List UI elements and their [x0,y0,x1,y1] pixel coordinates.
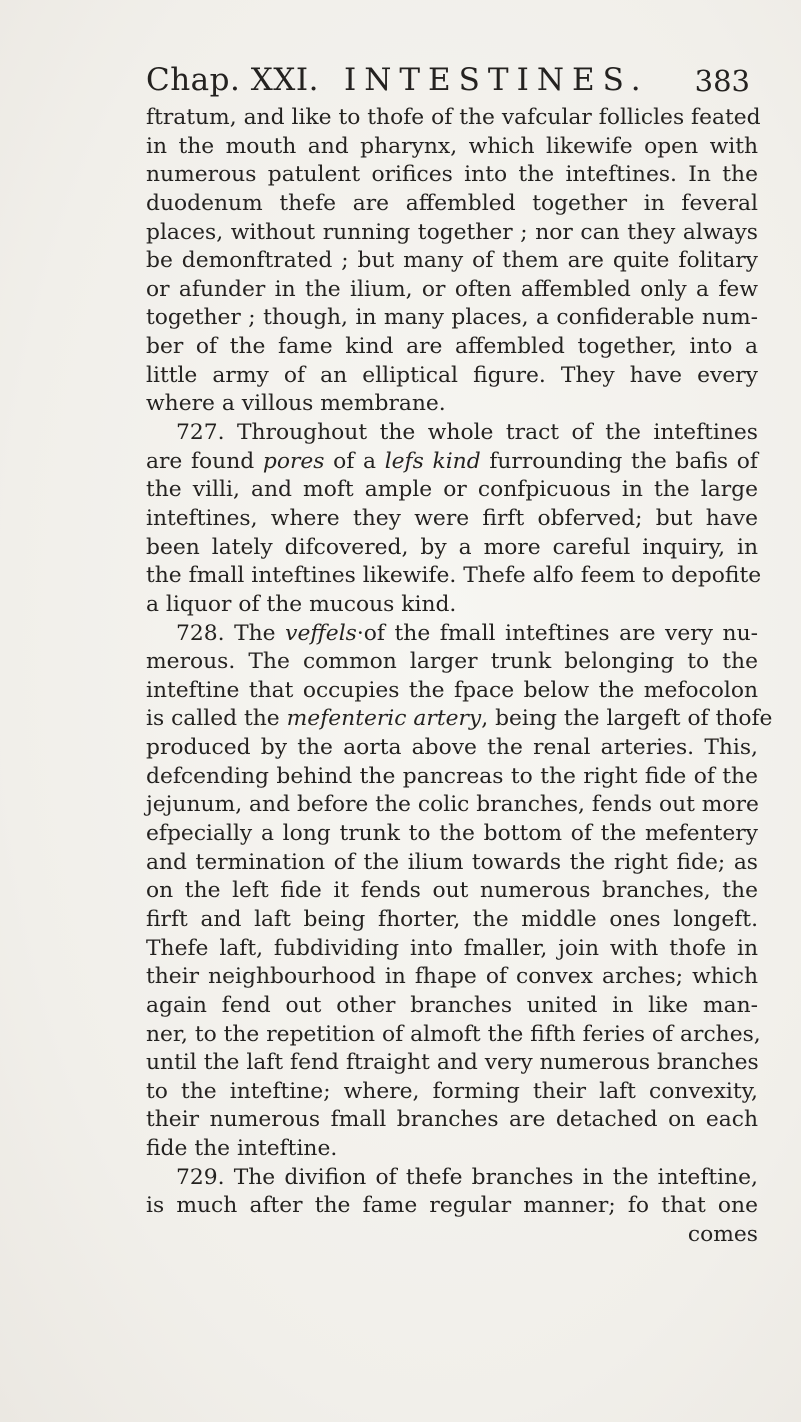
text-line [146,562,762,591]
text-line [146,1192,758,1221]
text-segment: 729. The divifion of thefe branches in the inteftine, [176,1164,758,1190]
text-segment: Thefe laft, fubdividing into fmaller, join with thofe in [146,935,758,961]
text-line [146,448,758,477]
text-line [146,935,758,964]
text-segment: of a [324,448,385,474]
text-segment: ·of the fmall inteftines are very nu- [356,620,758,646]
text-segment: 727. Throughout the whole tract of the inteftines [176,420,758,446]
text-segment: fide the inteftine. [146,1136,338,1162]
text-line [146,304,758,333]
text-segment: until the laft fend ftraight and very numerous branches [146,1050,759,1076]
text-segment: furrounding the bafis of [480,448,758,474]
text-segment: a liquor of the mucous kind. [146,591,457,617]
running-header [146,62,754,106]
text-segment: the fmall inteftines likewife. Thefe alfo feem to depofite [146,563,762,589]
text-segment: ner, to the repetition of almoft the fifth feries of arches, [146,1021,761,1047]
text-line [146,1106,758,1135]
text-segment: their neighbourhood in fhape of convex arches; which [146,964,758,990]
text-segment: is called the [146,706,287,732]
text-segment: comes [687,1221,758,1247]
text-line [146,161,758,190]
text-segment: produced by the aorta above the renal arteries. This, [146,735,758,761]
text-segment: be demonftrated ; but many of them are quite folitary [146,248,758,274]
text-line [146,476,758,505]
text-segment: together ; though, in many places, a confiderable num- [146,305,758,331]
text-line [146,1021,761,1050]
text-segment: firft and laft being fhorter, the middle ones longeft. [146,906,758,932]
body-text [146,104,773,1250]
text-segment: defcending behind the pancreas to the right fide of the [146,763,758,789]
text-line [146,133,758,162]
text-segment: on the left fide it fends out numerous branches, the [146,878,758,904]
italic-term: pores [262,448,325,474]
text-line [146,734,758,763]
chapter-label: Chap. XXI. [146,62,319,98]
text-segment: to the inteftine; where, forming their laft convexity, [146,1078,758,1104]
text-segment: where a villous membrane. [146,391,446,417]
text-line [146,362,758,391]
text-line [146,620,758,649]
text-segment: or afunder in the ilium, or often affembled only a few [146,276,758,302]
text-line [146,1135,758,1164]
italic-term: veffels [285,620,357,646]
text-segment: inteftine that occupies the fpace below the mefocolon [146,677,758,703]
text-segment: are found [146,448,263,474]
text-segment: in the mouth and pharynx, which likewife open with [146,133,758,159]
text-line [146,390,758,419]
text-line [146,1221,758,1250]
text-line [146,992,758,1021]
text-line [146,505,758,534]
text-line [146,849,758,878]
text-line [146,1049,758,1078]
text-line [146,534,758,563]
text-segment: their numerous fmall branches are detached on each [146,1107,758,1133]
text-line [146,104,761,133]
text-segment: merous. The common larger trunk belonging to the [146,649,758,675]
text-segment: again fend out other branches united in like man- [146,992,758,1018]
text-line [146,820,758,849]
text-line [146,648,758,677]
text-segment: been lately difcovered, by a more careful inquiry, in [146,534,758,560]
text-segment: duodenum thefe are affembled together in feveral [146,190,758,216]
text-segment: , being the largeft of thofe [481,706,773,732]
italic-term: mefenteric artery [286,706,482,732]
text-line [146,1164,758,1193]
text-segment: inteftines, where they were firft obferved; but have [146,505,758,531]
text-segment: 728. The [176,620,286,646]
text-line [146,791,758,820]
text-line [146,705,773,734]
text-line [146,419,758,448]
text-line [146,219,758,248]
text-line [146,677,758,706]
text-line [146,963,758,992]
text-line [146,190,758,219]
text-segment: jejunum, and before the colic branches, fends out more [146,792,759,818]
page-number: 383 [694,64,750,98]
text-segment: and termination of the ilium towards the right fide; as [146,849,758,875]
text-segment: efpecially a long trunk to the bottom of the mefentery [146,821,758,847]
text-line [146,763,758,792]
text-line [146,333,758,362]
text-line [146,591,758,620]
text-segment: ftratum, and like to thofe of the vafcular follicles feated [146,105,761,130]
text-line [146,877,758,906]
text-segment: is much after the fame regular manner; fo that one [146,1193,758,1219]
chapter-title: INTESTINES. [344,62,649,98]
text-line [146,276,758,305]
text-line [146,906,758,935]
text-segment: the villi, and moft ample or confpicuous in the large [146,477,758,503]
italic-term: lefs kind [384,448,481,474]
text-segment: little army of an elliptical figure. They have every [146,362,758,388]
text-segment: numerous patulent orifices into the inteftines. In the [146,162,758,188]
text-line [146,247,758,276]
text-segment: ber of the fame kind are affembled together, into a [146,334,758,360]
text-segment: places, without running together ; nor can they always [146,219,758,245]
text-line [146,1078,758,1107]
